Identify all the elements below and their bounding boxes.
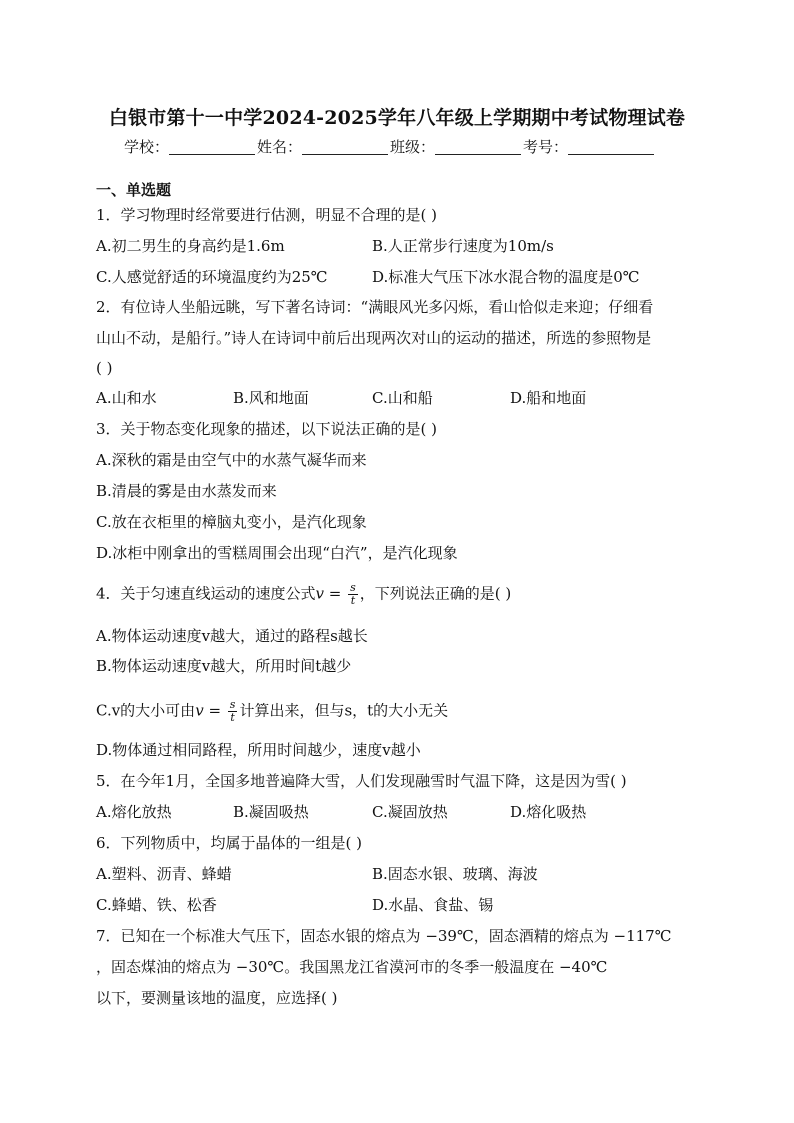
question-5-option-c: C.凝固放热 [372, 803, 448, 821]
school-blank[interactable] [169, 140, 255, 155]
question-2-option-c: C.山和船 [372, 389, 433, 407]
question-1-option-a: A.初二男生的身高约是1.6m [96, 237, 285, 255]
question-5-stem: 5．在今年1月，全国多地普遍降大雪，人们发现融雪时气温下降，这是因为雪( ) [96, 772, 627, 790]
question-3-option-d: D.冰柜中刚拿出的雪糕周围会出现“白汽”，是汽化现象 [96, 544, 458, 562]
question-6-option-b: B.固态水银、玻璃、海波 [372, 865, 538, 883]
question-4-option-c-suffix: 计算出来，但与s，t的大小无关 [239, 701, 449, 720]
question-6-option-d: D.水晶、食盐、锡 [372, 896, 494, 914]
question-4-option-a: A.物体运动速度v越大，通过的路程s越长 [96, 627, 368, 645]
exam-title: 白银市第十一中学2024-2025学年八年级上学期期中考试物理试卷 [108, 107, 686, 129]
formula-v-2: v [195, 701, 204, 720]
question-2-option-d: D.船和地面 [510, 389, 587, 407]
formula-equals-2: = [203, 701, 226, 720]
formula-numerator: s [350, 581, 356, 594]
question-4-option-c [96, 699, 448, 724]
question-5-option-d: D.熔化吸热 [510, 803, 587, 821]
question-3-option-b: B.清晨的雾是由水蒸发而来 [96, 482, 277, 500]
question-5-option-b: B.凝固吸热 [233, 803, 309, 821]
class-label: 班级： [390, 138, 436, 156]
question-3-option-c: C.放在衣柜里的樟脑丸变小，是汽化现象 [96, 513, 367, 531]
number-blank[interactable] [568, 140, 654, 155]
question-2-stem-line-1: 2．有位诗人坐船远眺，写下著名诗词：“满眼风光多闪烁，看山恰似走来迎；仔细看 [96, 298, 654, 316]
speed-formula-fraction-2 [228, 699, 238, 724]
school-label: 学校： [124, 138, 170, 156]
question-4-stem-suffix: ，下列说法正确的是( ) [359, 584, 512, 603]
formula-denominator-2: t [230, 711, 235, 724]
question-2-stem-line-3: ( ) [96, 359, 113, 377]
question-7-stem-line-2: ，固态煤油的熔点为 −30℃。我国黑龙江省漠河市的冬季一般温度在 −40℃ [96, 958, 608, 976]
question-4-option-c-prefix: C.v的大小可由 [96, 701, 196, 720]
class-blank[interactable] [435, 140, 521, 155]
question-6-stem: 6．下列物质中，均属于晶体的一组是( ) [96, 834, 363, 852]
number-label: 考号： [523, 138, 569, 156]
formula-equals: = [324, 584, 347, 603]
question-7-stem-line-3: 以下，要测量该地的温度，应选择( ) [96, 989, 338, 1007]
question-4-option-b: B.物体运动速度v越大，所用时间t越少 [96, 657, 352, 675]
question-4-stem-prefix: 4．关于匀速直线运动的速度公式 [96, 584, 316, 603]
question-1-stem: 1．学习物理时经常要进行估测，明显不合理的是( ) [96, 206, 438, 224]
question-2-option-b: B.风和地面 [233, 389, 309, 407]
question-2-option-a: A.山和水 [96, 389, 157, 407]
question-1-option-d: D.标准大气压下冰水混合物的温度是0℃ [372, 268, 640, 286]
formula-numerator-2: s [229, 698, 236, 711]
question-1-option-b: B.人正常步行速度为10m/s [372, 237, 554, 255]
question-2-stem-line-2: 山山不动，是船行。”诗人在诗词中前后出现两次对山的运动的描述，所选的参照物是 [96, 329, 652, 347]
formula-denominator: t [350, 594, 356, 607]
question-5-option-a: A.熔化放热 [96, 803, 172, 821]
name-label: 姓名： [257, 138, 303, 156]
question-4-option-d: D.物体通过相同路程，所用时间越少，速度v越小 [96, 741, 421, 759]
speed-formula-fraction [348, 582, 358, 607]
section-heading: 一、单选题 [96, 181, 172, 199]
name-blank[interactable] [302, 140, 388, 155]
question-3-stem: 3．关于物态变化现象的描述，以下说法正确的是( ) [96, 420, 438, 438]
student-info-row [124, 136, 656, 157]
question-3-option-a: A.深秋的霜是由空气中的水蒸气凝华而来 [96, 451, 367, 469]
question-4-stem [96, 582, 511, 607]
question-6-option-c: C.蜂蜡、铁、松香 [96, 896, 217, 914]
question-6-option-a: A.塑料、沥青、蜂蜡 [96, 865, 232, 883]
question-1-option-c: C.人感觉舒适的环境温度约为25℃ [96, 268, 328, 286]
formula-v: v [315, 584, 325, 603]
question-7-stem-line-1: 7．已知在一个标准大气压下，固态水银的熔点为 −39℃，固态酒精的熔点为 −117℃ [96, 927, 672, 945]
